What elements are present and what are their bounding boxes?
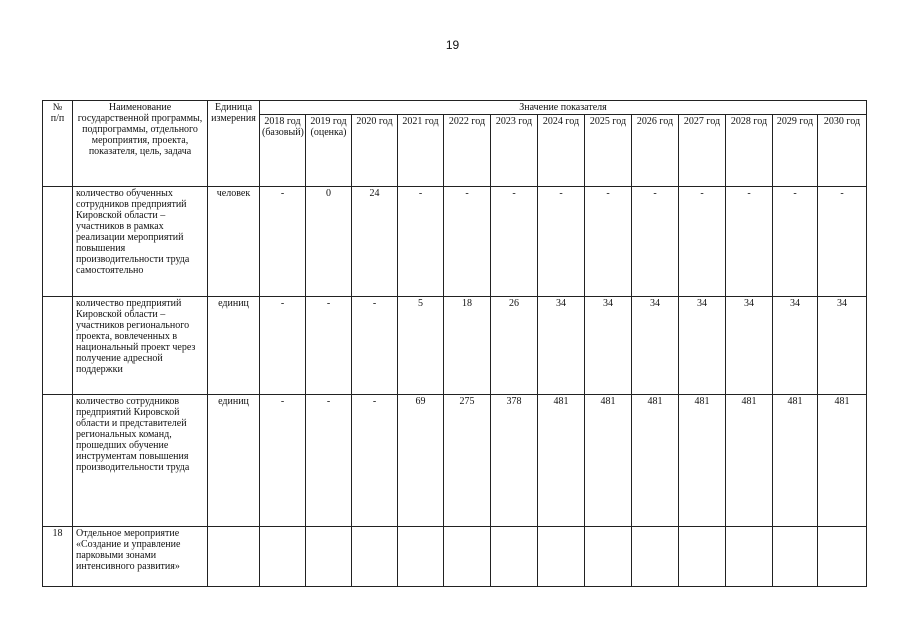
row-value [444,527,491,587]
row-name: количество сотрудников предприятий Кировской области и представителей региональных команд, прошедших обучение инструментам повышения производительности труда [73,395,208,527]
header-year: 2030 год [818,115,867,187]
header-year: 2018 год (базовый) [260,115,306,187]
row-value: 69 [398,395,444,527]
row-value: - [538,187,585,297]
row-value: - [679,187,726,297]
row-value: 34 [632,297,679,395]
row-value: 481 [585,395,632,527]
row-value: 18 [444,297,491,395]
row-num [43,187,73,297]
row-value: 34 [585,297,632,395]
row-value: 34 [726,297,773,395]
row-value: 481 [632,395,679,527]
row-value: - [632,187,679,297]
header-year: 2021 год [398,115,444,187]
header-year: 2028 год [726,115,773,187]
row-unit [208,527,260,587]
page-number: 19 [445,38,460,52]
row-unit: единиц [208,297,260,395]
header-row-1 [43,101,867,115]
row-value: 481 [679,395,726,527]
row-name: количество обученных сотрудников предприятий Кировской области – участников в рамках реализации мероприятий повышения производительности труда самостоятельно [73,187,208,297]
row-value: - [352,297,398,395]
header-year: 2019 год (оценка) [306,115,352,187]
row-value [260,527,306,587]
row-value: 24 [352,187,398,297]
row-value: 34 [538,297,585,395]
header-year: 2023 год [491,115,538,187]
row-value: 34 [773,297,818,395]
row-value: - [491,187,538,297]
row-value [818,527,867,587]
row-value: 0 [306,187,352,297]
row-value: 26 [491,297,538,395]
row-value: - [352,395,398,527]
header-year: 2020 год [352,115,398,187]
row-num: 18 [43,527,73,587]
row-value [352,527,398,587]
row-value: - [444,187,491,297]
row-name: количество предприятий Кировской области – участников регионального проекта, вовлеченных в национальный проект через получение адресной поддержки [73,297,208,395]
row-value: 5 [398,297,444,395]
row-value: - [306,297,352,395]
row-value [491,527,538,587]
row-value [398,527,444,587]
row-value: - [306,395,352,527]
header-year: 2027 год [679,115,726,187]
row-value [773,527,818,587]
table-row [43,395,867,527]
row-value: - [260,395,306,527]
row-value [585,527,632,587]
header-year: 2025 год [585,115,632,187]
row-value: - [260,187,306,297]
header-year: 2024 год [538,115,585,187]
row-value: 481 [773,395,818,527]
table-row [43,527,867,587]
table-row [43,187,867,297]
header-name: Наименование государственной программы, подпрограммы, отдельного мероприятия, проекта, показателя, цель, задача [73,101,208,187]
header-unit: Единица измерения [208,101,260,187]
header-year: 2022 год [444,115,491,187]
header-year: 2029 год [773,115,818,187]
row-value: - [818,187,867,297]
row-value [538,527,585,587]
header-num: № п/п [43,101,73,187]
table-row [43,297,867,395]
header-year: 2026 год [632,115,679,187]
row-value [632,527,679,587]
header-value-group: Значение показателя [260,101,867,115]
row-value: 481 [818,395,867,527]
row-value: - [260,297,306,395]
indicators-table [42,100,867,587]
row-value: 481 [726,395,773,527]
row-value: 481 [538,395,585,527]
row-num [43,297,73,395]
row-unit: единиц [208,395,260,527]
row-value: - [773,187,818,297]
row-value [306,527,352,587]
row-value: 275 [444,395,491,527]
row-unit: человек [208,187,260,297]
row-value: 34 [679,297,726,395]
row-value: - [398,187,444,297]
row-value: 34 [818,297,867,395]
row-value: - [726,187,773,297]
row-value [726,527,773,587]
row-value: - [585,187,632,297]
row-value: 378 [491,395,538,527]
row-num [43,395,73,527]
row-name: Отдельное мероприятие «Создание и управление парковыми зонами интенсивного развития» [73,527,208,587]
row-value [679,527,726,587]
